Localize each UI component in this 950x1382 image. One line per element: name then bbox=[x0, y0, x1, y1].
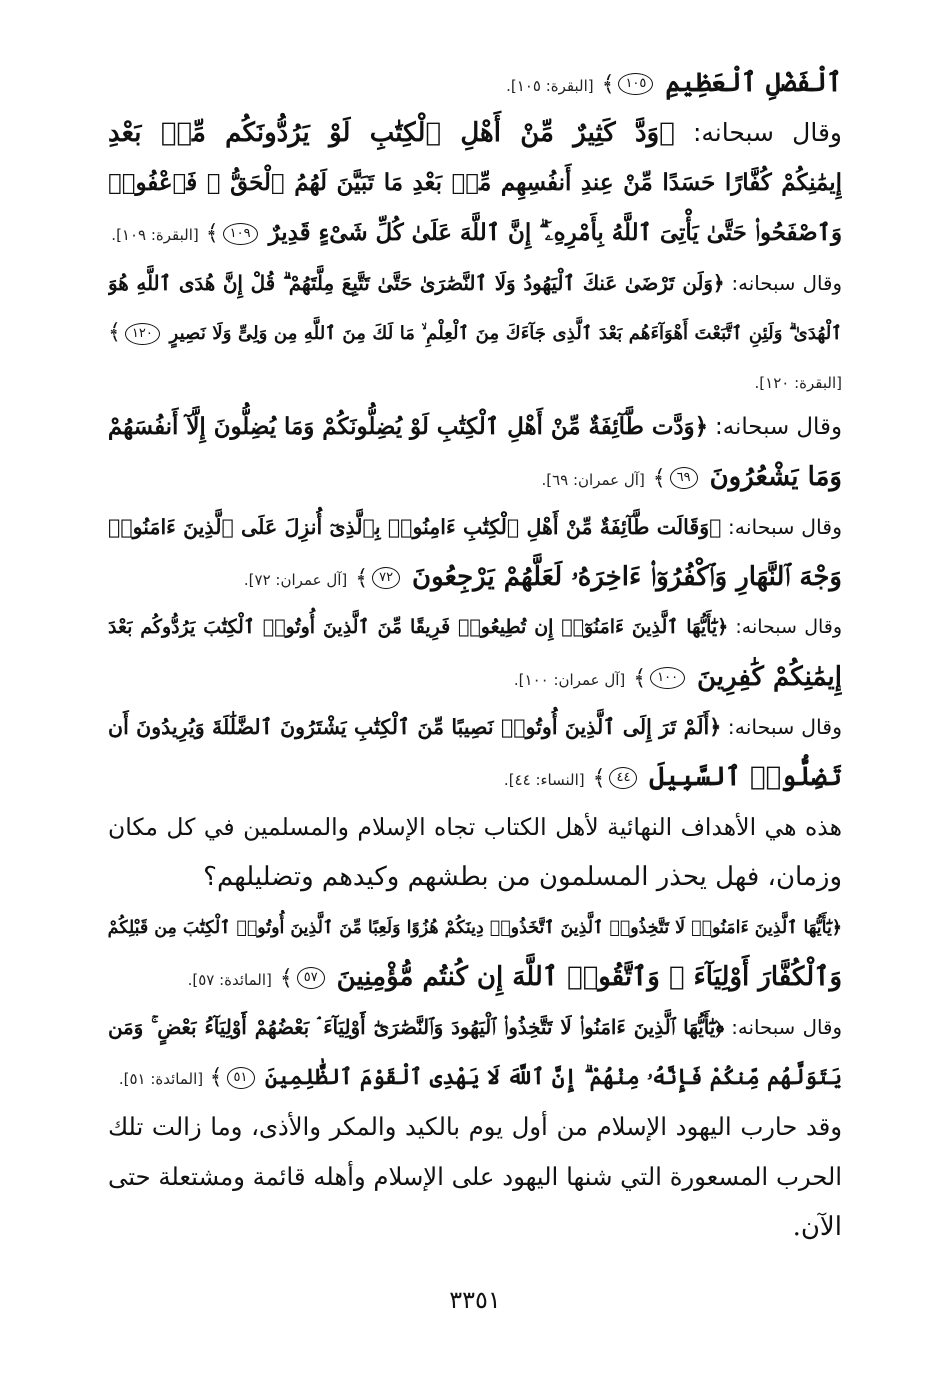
ayah-number-marker: ٧٢ bbox=[372, 567, 400, 589]
quran-verse: ﴿وَقَالَت طَّآئِفَةٌ مِّنْ أَهْلِ ٱلْكِتَٰبِ ءَامِنُوا۟ بِٱلَّذِىٓ أُنزِلَ عَلَى ٱلَّذِينَ ءَامَنُوا۟ bbox=[108, 515, 722, 539]
ayah-number-marker: ١٠٥ bbox=[618, 73, 653, 95]
text-line bbox=[108, 502, 842, 552]
text-line: يَتَوَلَّهُم مِّنكُمْ فَإِنَّهُۥ مِنْهُمْ ۗ إِنَّ ٱللَّهَ لَا يَهْدِى ٱلْقَوْمَ ٱلظَّٰلِمِينَ ٥١﴾ [المائدة: ٥١]. bbox=[118, 1065, 842, 1090]
text-line: إِيمَٰنِكُمْ كَٰفِرِينَ ١٠٠﴾ [آل عمران: ١٠٠]. bbox=[513, 662, 842, 692]
verse-reference: [آل عمران: ٦٩]. bbox=[541, 471, 645, 489]
verse-reference: [المائدة: ٥٧]. bbox=[187, 971, 272, 989]
text-line: ٱلْفَضْلِ ٱلْعَظِيمِ ١٠٥﴾ [البقرة: ١٠٥]. bbox=[506, 68, 842, 98]
prose-line: هذه هي الأهداف النهائية لأهل الكتاب تجاه الإسلام والمسلمين في كل مكان bbox=[108, 813, 842, 841]
quran-verse: إِيمَٰنِكُمْ كُفَّارًا حَسَدًا مِّنْ عِندِ أَنفُسِهِم مِّنۢ بَعْدِ مَا تَبَيَّنَ لَهُمُ ٱلْحَقُّ ۖ فَٱعْفُوا۟ bbox=[108, 170, 842, 196]
quran-verse: وَٱلْكُفَّارَ أَوْلِيَآءَ ۚ وَٱتَّقُوا۟ ٱللَّهَ إِن كُنتُم مُّؤْمِنِينَ bbox=[336, 962, 842, 992]
verse-reference: [المائدة: ٥١]. bbox=[118, 1070, 204, 1088]
quran-verse: ٱلْهُدَىٰ ۗ وَلَئِنِ ٱتَّبَعْتَ أَهْوَآءَهُم بَعْدَ ٱلَّذِى جَآءَكَ مِنَ ٱلْعِلْمِ ۙ مَا لَكَ مِنَ ٱللَّهِ مِن وَلِىٍّ وَلَا نَصِيرٍ bbox=[169, 323, 842, 344]
verse-reference: [آل عمران: ٧٢]. bbox=[243, 571, 348, 589]
quran-verse: ﴿أَلَمْ تَرَ إِلَى ٱلَّذِينَ أُوتُوا۟ نَصِيبًا مِّنَ ٱلْكِتَٰبِ يَشْتَرُونَ ٱلضَّلَٰلَةَ وَيُرِيدُونَ أَن bbox=[108, 715, 722, 739]
prose-line: وزمان، فهل يحذر المسلمون من بطشهم وكيدهم وتضليلهم؟ bbox=[203, 862, 842, 892]
text-line bbox=[108, 258, 842, 308]
text-line bbox=[108, 1002, 842, 1052]
quran-verse: ﴿يَٰٓأَيُّهَا ٱلَّذِينَ ءَامَنُوٓا۟ إِن تُطِيعُوا۟ فَرِيقًا مِّنَ ٱلَّذِينَ أُوتُوا۟ ٱلْكِتَٰبَ يَرُدُّوكُم بَعْدَ bbox=[108, 616, 729, 638]
text-line bbox=[108, 158, 842, 208]
page-body bbox=[108, 58, 842, 1252]
verse-reference: [البقرة: ١٠٩]. bbox=[111, 226, 199, 244]
quran-verse: ﴿يَٰٓأَيُّهَا ٱلَّذِينَ ءَامَنُوا۟ لَا تَتَّخِذُوا۟ ٱلْيَهُودَ وَٱلنَّصَٰرَىٰٓ أَوْلِيَآءَ ۘ بَعْضُهُمْ أَوْلِيَآءُ بَعْضٍ ۚ وَمَن bbox=[108, 1015, 725, 1039]
verse-intro: وقال سبحانه: bbox=[692, 118, 842, 147]
text-line bbox=[108, 702, 842, 752]
page-number: ٣٣٥١ bbox=[449, 1286, 501, 1314]
text-line: ٱلْهُدَىٰ ۗ وَلَئِنِ ٱتَّبَعْتَ أَهْوَآءَهُم بَعْدَ ٱلَّذِى جَآءَكَ مِنَ ٱلْعِلْمِ ۙ مَا لَكَ مِنَ ٱللَّهِ مِن وَلِىٍّ وَلَا نَصِيرٍ ١٢٠﴾ bbox=[108, 320, 842, 345]
quran-verse: ﴿وَدَّت طَّآئِفَةٌ مِّنْ أَهْلِ ٱلْكِتَٰبِ لَوْ يُضِلُّونَكُمْ وَمَا يُضِلُّونَ إِلَّآ أَنفُسَهُمْ bbox=[108, 414, 708, 440]
text-line: وَجْهَ ٱلنَّهَارِ وَٱكْفُرُوٓا۟ ءَاخِرَهُۥ لَعَلَّهُمْ يَرْجِعُونَ ٧٢﴾ [آل عمران: ٧٢]. bbox=[243, 562, 842, 592]
verse-intro: وقال سبحانه: bbox=[727, 515, 842, 539]
verse-reference: [النساء: ٤٤]. bbox=[503, 771, 585, 789]
text-line bbox=[108, 902, 842, 952]
ayah-number-marker: ٤٤ bbox=[609, 767, 637, 789]
text-line: تَضِلُّوا۟ ٱلسَّبِيلَ ٤٤﴾ [النساء: ٤٤]. bbox=[503, 762, 842, 792]
text-line: وَٱصْفَحُوا۟ حَتَّىٰ يَأْتِىَ ٱللَّهُ بِأَمْرِهِۦٓ ۗ إِنَّ ٱللَّهَ عَلَىٰ كُلِّ شَىْءٍ قَدِيرٌ ١٠٩﴾ [البقرة: ١٠٩]. bbox=[111, 220, 842, 246]
verse-reference: [البقرة: ١٠٥]. bbox=[506, 77, 594, 95]
ayah-number-marker: ٥٧ bbox=[297, 967, 325, 989]
quran-verse: يَتَوَلَّهُم مِّنكُمْ فَإِنَّهُۥ مِنْهُمْ ۗ إِنَّ ٱللَّهَ لَا يَهْدِى ٱلْقَوْمَ ٱلظَّٰلِمِينَ bbox=[265, 1065, 842, 1090]
text-line: وَمَا يَشْعُرُونَ ٦٩﴾ [آل عمران: ٦٩]. bbox=[541, 462, 842, 492]
ayah-number-marker: ١٢٠ bbox=[125, 323, 160, 345]
quran-verse: وَمَا يَشْعُرُونَ bbox=[709, 462, 842, 492]
quran-verse: ٱلْفَضْلِ ٱلْعَظِيمِ bbox=[665, 68, 842, 98]
text-line bbox=[108, 108, 842, 158]
verse-intro: وقال سبحانه: bbox=[731, 1016, 842, 1039]
ayah-number-marker: ٦٩ bbox=[670, 467, 698, 489]
quran-verse: وَجْهَ ٱلنَّهَارِ وَٱكْفُرُوٓا۟ ءَاخِرَهُۥ لَعَلَّهُمْ يَرْجِعُونَ bbox=[412, 562, 842, 592]
ayah-number-marker: ٥١ bbox=[227, 1067, 255, 1089]
quran-verse: وَٱصْفَحُوا۟ حَتَّىٰ يَأْتِىَ ٱللَّهُ بِأَمْرِهِۦٓ ۗ إِنَّ ٱللَّهَ عَلَىٰ كُلِّ شَىْءٍ قَدِيرٌ bbox=[268, 220, 842, 246]
prose-line: وقد حارب اليهود الإسلام من أول يوم بالكيد والمكر والأذى، وما زالت تلك bbox=[108, 1112, 842, 1141]
prose-line: الآن. bbox=[792, 1212, 842, 1242]
prose-line: الحرب المسعورة التي شنها اليهود على الإسلام وأهله قائمة ومشتعلة حتى bbox=[108, 1162, 842, 1191]
ayah-number-marker: ١٠٩ bbox=[223, 223, 258, 245]
quran-verse: ﴿وَلَن تَرْضَىٰ عَنكَ ٱلْيَهُودُ وَلَا ٱلنَّصَٰرَىٰ حَتَّىٰ تَتَّبِعَ مِلَّتَهُمْ ۗ قُلْ إِنَّ هُدَى ٱللَّهِ هُوَ bbox=[108, 271, 725, 295]
verse-reference: [آل عمران: ١٠٠]. bbox=[513, 671, 626, 689]
verse-intro: وقال سبحانه: bbox=[715, 414, 842, 440]
text-line bbox=[108, 358, 842, 402]
quran-verse: ﴿يَٰٓأَيُّهَا ٱلَّذِينَ ءَامَنُوا۟ لَا تَتَّخِذُوا۟ ٱلَّذِينَ ٱتَّخَذُوا۟ دِينَكُمْ هُزُوًا وَلَعِبًا مِّنَ ٱلَّذِينَ أُوتُوا۟ ٱلْكِتَٰبَ مِن قَبْلِكُمْ bbox=[108, 918, 842, 938]
text-line bbox=[108, 602, 842, 652]
quran-verse: إِيمَٰنِكُمْ كَٰفِرِينَ bbox=[697, 662, 842, 692]
verse-intro: وقال سبحانه: bbox=[735, 616, 842, 638]
quran-verse: ﴿وَدَّ كَثِيرٌ مِّنْ أَهْلِ ٱلْكِتَٰبِ لَوْ يَرُدُّونَكُم مِّنۢ بَعْدِ bbox=[108, 118, 675, 148]
verse-intro: وقال سبحانه: bbox=[731, 272, 842, 295]
text-line: وَٱلْكُفَّارَ أَوْلِيَآءَ ۚ وَٱتَّقُوا۟ ٱللَّهَ إِن كُنتُم مُّؤْمِنِينَ ٥٧﴾ [المائدة: ٥٧]. bbox=[187, 962, 842, 992]
verse-intro: وقال سبحانه: bbox=[727, 715, 842, 739]
text-line bbox=[108, 402, 842, 452]
quran-verse: تَضِلُّوا۟ ٱلسَّبِيلَ bbox=[649, 762, 842, 792]
verse-reference: [البقرة: ١٢٠]. bbox=[754, 374, 842, 392]
ayah-number-marker: ١٠٠ bbox=[650, 667, 685, 689]
